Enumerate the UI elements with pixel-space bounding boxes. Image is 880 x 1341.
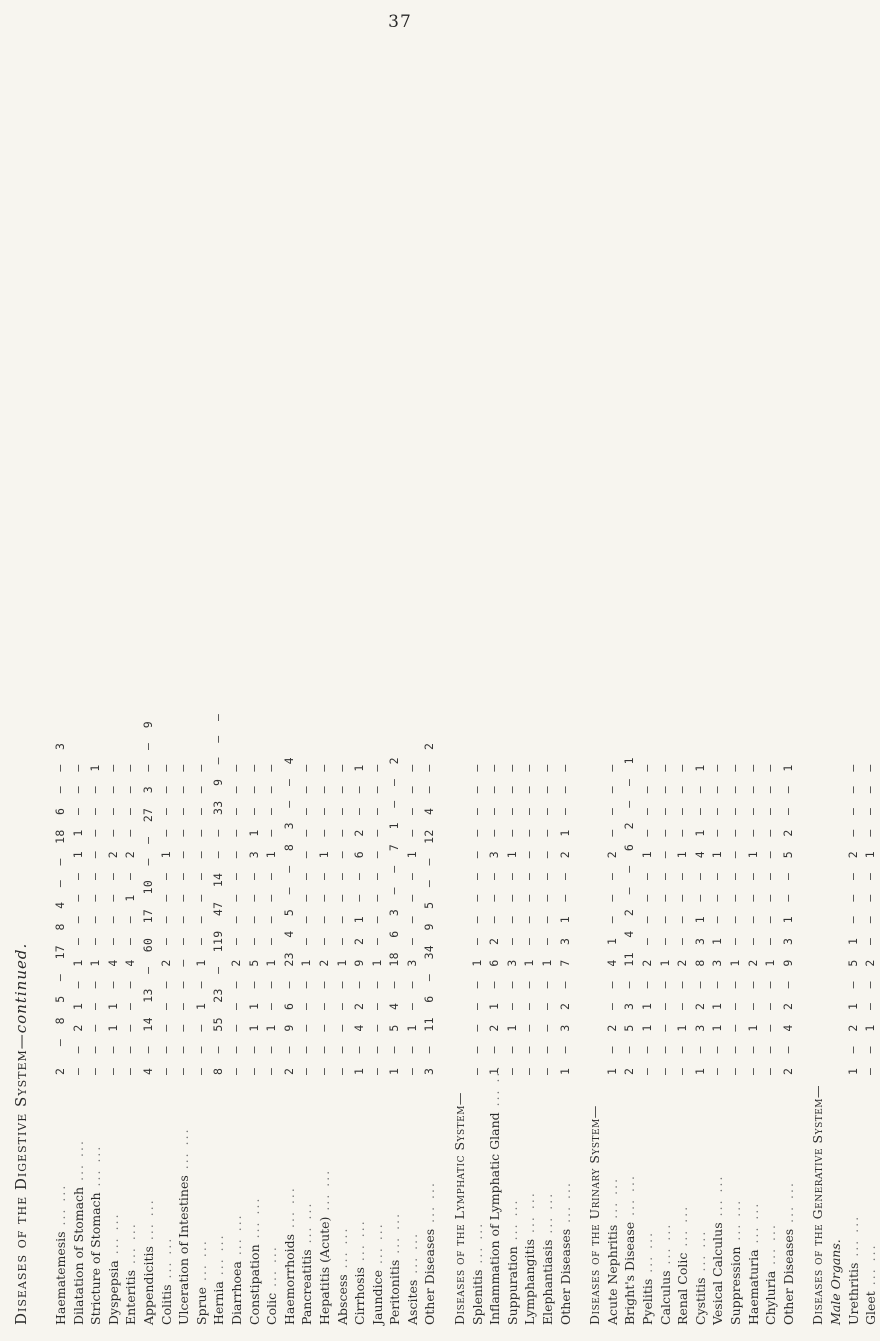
disease-name: Haematuria [745, 1249, 761, 1325]
table-row-values: — — — — — 1 — — — — — — — — — [763, 764, 778, 1075]
table-row-values: 1 — 3 2 — 7 3 1 — — 2 1 — — — [557, 764, 572, 1075]
leader-dots: ... ... [710, 1174, 726, 1223]
table-row-label [657, 1085, 675, 1325]
table-row-values: — — — — — 1 — — — — — — — — — [469, 764, 484, 1075]
table-row-label [862, 1085, 880, 1325]
table-row-label [210, 1085, 228, 1325]
disease-name: Inflammation of Lymphatic Gland [487, 1112, 503, 1325]
table-row-values: — — 1 — — 3 — — — — 1 — — — — [404, 764, 419, 1075]
section-heading: Diseases of the Lymphatic System— [452, 1092, 468, 1325]
disease-name: Ulceration of Intestines [176, 1175, 192, 1325]
table-row-values: — — 2 1 — 1 — — — — 1 1 — — — [70, 764, 85, 1075]
disease-name: Ascites [404, 1279, 420, 1325]
disease-name: Other Diseases [422, 1228, 438, 1325]
table-row-label [298, 1085, 316, 1325]
table-row-values: — — — — — 1 — — — — — — — — 1 [88, 764, 103, 1075]
leader-dots: ... ... [504, 1198, 520, 1247]
table-title-suffix: —continued. [12, 942, 30, 1050]
disease-name: Haemorrhoids [281, 1233, 297, 1325]
table-row-label [421, 1085, 439, 1325]
table-row-values: — — — — — 2 — — — — 1 — — — — [316, 764, 331, 1075]
section-spacer [574, 305, 586, 1075]
table-row-label [469, 1085, 487, 1325]
table-row-values: — — 1 — — 2 — — — — 1 — — — — [863, 764, 878, 1075]
leader-dots: ... ... [246, 1196, 262, 1245]
leader-dots: ... ... [422, 1181, 438, 1229]
table-row-values: 2 — 4 2 — 9 3 1 — — 5 2 — — 1 [780, 764, 795, 1075]
disease-name: Colic [264, 1292, 280, 1325]
section-heading-blank [451, 305, 469, 1075]
leader-dots: ... ... [487, 1064, 503, 1113]
table-row-values: — — 1 1 — 3 1 — — — 1 — — — — [710, 764, 725, 1075]
row-values-column [52, 305, 880, 1075]
table-row-values: 1 — 2 — — 4 1 — — — 2 — — — — [604, 764, 619, 1075]
disease-name: Suppression [727, 1246, 743, 1325]
table-row-label [557, 1085, 575, 1325]
disease-name: Diarrhoea [228, 1261, 244, 1325]
disease-name: Hernia [211, 1281, 227, 1325]
section-spacer [439, 1085, 451, 1325]
disease-name: Splenitis [469, 1269, 485, 1325]
table-row-label [386, 1085, 404, 1325]
table-row-values: — — 1 1 — 2 — — — — 1 — — — — [640, 764, 654, 1075]
table-row-values: — — 1 — — 2 — — — — 1 — — — — [675, 764, 690, 1075]
leader-dots: ... ... [140, 1198, 156, 1247]
leader-dots: ... ... [780, 1181, 796, 1229]
table-row-label [404, 1085, 422, 1325]
leader-dots: ... ... [387, 1211, 403, 1260]
table-row-values: — — — — — 1 — — — — — — — — — [522, 764, 537, 1075]
leader-dots: ... ... [522, 1191, 538, 1239]
table-row-label [621, 1085, 639, 1325]
table-row-label [158, 1085, 176, 1325]
leader-dots: ... ... [863, 1243, 879, 1292]
table-row-values: 1 — 2 1 — 6 2 — — — 3 — — — — [487, 764, 502, 1075]
table-row-label [246, 1085, 264, 1325]
leader-dots: ... ... [692, 1229, 708, 1278]
table-row-label [780, 1085, 798, 1325]
disease-name: Elephantiasis [540, 1239, 556, 1325]
table-row-label [175, 1085, 193, 1325]
leader-dots: ... ... [352, 1219, 368, 1268]
disease-name: Chyluria [763, 1270, 779, 1325]
table-row-values: — — — — — 1 — — — — — — — — — [299, 764, 314, 1075]
table-row-values: — — 1 1 — 4 — — — — 2 — — — — [105, 764, 120, 1075]
disease-name: Enteritis [123, 1269, 139, 1325]
leader-dots: ... ... [70, 1139, 86, 1187]
leader-dots: ... ... [334, 1226, 350, 1275]
table-row-values: — — 1 1 — 5 — — — — 3 1 — — — [246, 764, 261, 1075]
disease-name: Bright's Disease [622, 1221, 638, 1325]
table-row-values: 3 — 11 6 — 34 9 5 — — 12 4 — — 2 [422, 742, 437, 1075]
disease-name: Calculus [657, 1270, 673, 1325]
table-row-label [845, 1085, 863, 1325]
disease-name: Appendicitis [140, 1246, 156, 1325]
table-row-values: — — 1 — — 3 — — — — 1 — — — — [504, 764, 519, 1075]
table-row-label [351, 1085, 369, 1325]
disease-name: Dyspepsia [105, 1260, 121, 1325]
table-row-values: 1 — 5 4 — 18 6 3 — — 7 1 — — 2 [387, 757, 402, 1075]
table-row-label [263, 1085, 281, 1325]
table-row-values: — — — — — 1 — — — — — — — — — [540, 764, 555, 1075]
disease-name: Cirrhosis [352, 1267, 368, 1325]
disease-name: Pyelitis [640, 1278, 655, 1325]
table-title [12, 943, 38, 1325]
disease-name: Urethritis [845, 1262, 861, 1325]
section-spacer [439, 305, 451, 1075]
page-number: 37 [388, 12, 412, 32]
disease-name: Suppuration [504, 1246, 520, 1325]
disease-name: Cystitis [692, 1277, 708, 1325]
section-heading: Diseases of the Generative System— [810, 1084, 826, 1325]
leader-dots: ... ... [158, 1236, 174, 1285]
table-row-label [334, 1085, 352, 1325]
table-row-values: 4 — 14 13 — 60 17 10 — — 27 3 — — 9 [140, 721, 155, 1075]
disease-name: Other Diseases [557, 1228, 573, 1325]
disease-name: Vesical Calculus [710, 1222, 726, 1325]
leader-dots: ... ... [105, 1212, 121, 1261]
table-row-values: — — 1 — — 1 — — — — 1 — — — — [264, 764, 279, 1075]
rotated-table [12, 75, 879, 1325]
leader-dots: ... ... [369, 1222, 385, 1271]
table-row-label [762, 1085, 780, 1325]
leader-dots: ... ... [727, 1198, 743, 1247]
table-row-label [504, 1085, 522, 1325]
section-heading: Diseases of the Urinary System— [587, 1105, 603, 1325]
disease-name: Hepatitis (Acute) [316, 1216, 332, 1325]
disease-name: Dilatation of Stomach [70, 1186, 86, 1325]
disease-name: Constipation [246, 1244, 262, 1325]
leader-dots: ... ... [404, 1231, 420, 1280]
table-row-label [87, 1085, 105, 1325]
section-subheading-blank [827, 305, 845, 1075]
disease-name: Gleet [863, 1291, 879, 1325]
leader-dots: ... ... [675, 1204, 691, 1253]
leader-dots: ... ... [193, 1239, 209, 1287]
leader-dots: ... ... [845, 1214, 861, 1263]
disease-name: Other Diseases [780, 1228, 796, 1325]
leader-dots: ... ... [604, 1176, 620, 1225]
table-row-values: — — 1 — — 2 — — — — 1 — — — — [745, 764, 760, 1075]
table-title-text: Diseases of the Digestive System [12, 1049, 30, 1325]
table-row-values: 2 — 9 6 — 23 4 5 — — 8 3 — — 4 [281, 757, 296, 1075]
leader-dots: ... ... [88, 1144, 104, 1193]
table-row-values: 2 — 8 5 — 17 8 4 — — 18 6 — — 3 [53, 742, 67, 1075]
leader-dots: ... ... [469, 1221, 485, 1270]
disease-name: Jaundice [369, 1270, 385, 1325]
section-spacer [574, 1085, 586, 1325]
leader-dots: ... ... [745, 1201, 761, 1250]
table-row-label [140, 1085, 158, 1325]
table-row-values: — — — — — 1 — — — — — — — — — [369, 764, 384, 1075]
table-row-values: — — — — — 2 — — — — — — — — — [228, 764, 243, 1075]
leader-dots: ... ... [176, 1127, 192, 1176]
table-row-values: — — — — — 2 — — — — 1 — — — — [158, 764, 173, 1075]
table-row-label [70, 1085, 88, 1325]
disease-name: Stricture of Stomach [88, 1192, 104, 1325]
table-row-label [369, 1085, 387, 1325]
disease-name: Sprue [193, 1287, 209, 1325]
leader-dots: ... ... [657, 1222, 673, 1271]
leader-dots: ... ... [123, 1222, 139, 1270]
disease-name: Acute Nephritis [604, 1224, 620, 1325]
table-row-label [52, 1085, 70, 1325]
section-spacer [797, 305, 809, 1075]
leader-dots: ... ... [640, 1230, 655, 1279]
table-row-label [604, 1085, 622, 1325]
table-row-label [486, 1064, 504, 1325]
leader-dots: ... ... [299, 1201, 315, 1250]
table-row-label [521, 1085, 539, 1325]
leader-dots: ... ... [540, 1191, 556, 1240]
table-row-label [122, 1085, 140, 1325]
leader-dots: ... ... [211, 1233, 227, 1282]
table-row-label [539, 1085, 557, 1325]
table-row-values: 8 — 55 23 — 119 47 14 — — 33 9 — — — [211, 713, 226, 1075]
table-row-values: — — — — — 1 — — — — — — — — — [657, 764, 672, 1075]
disease-name: Pancreatitis [299, 1249, 315, 1325]
table-row-values: — — — — — 1 — — — — — — — — — [727, 764, 742, 1075]
row-labels-column [52, 1064, 880, 1325]
table-row-label [727, 1085, 745, 1325]
table-row-label [709, 1085, 727, 1325]
section-subheading: Male Organs. [827, 1239, 843, 1325]
disease-name: Haematemesis [53, 1231, 68, 1325]
disease-name: Colitis [158, 1284, 174, 1325]
table-row-values: — — — 1 — 1 — — — — — — — — — [193, 764, 208, 1075]
section-spacer [797, 1085, 809, 1325]
leader-dots: ... ... [264, 1245, 280, 1293]
leader-dots: ... ... [622, 1174, 638, 1222]
table-row-values: 2 — 5 3 — 11 4 2 — — 6 2 — — 1 [622, 757, 637, 1075]
leader-dots: ... ... [228, 1213, 244, 1262]
table-row-label [674, 1085, 692, 1325]
table-row-label [105, 1085, 123, 1325]
table-row-label [692, 1085, 710, 1325]
table-row-label [316, 1085, 334, 1325]
table-row-label [745, 1085, 763, 1325]
table-row-values: — — — — — 4 — — 1 — 2 — — — — [123, 764, 138, 1075]
table-row-label [228, 1085, 246, 1325]
disease-name: Abscess [334, 1274, 350, 1325]
leader-dots: ... ... [316, 1168, 332, 1217]
leader-dots: ... ... [557, 1181, 573, 1229]
table-row-values: 1 — 2 1 — 5 1 — — — 2 — — — — [845, 764, 860, 1075]
leader-dots: ... ... [53, 1183, 68, 1232]
section-heading-blank [809, 305, 827, 1075]
table-row-values: — — — — — 1 — — — — — — — — — [334, 764, 349, 1075]
leader-dots: ... ... [281, 1186, 297, 1234]
table-row-label [193, 1085, 211, 1325]
leader-dots: ... ... [763, 1223, 779, 1271]
table-row-values: — — — — — — — — — — — — — — — [176, 764, 191, 1075]
section-heading-blank [586, 305, 604, 1075]
table-row-label [281, 1085, 299, 1325]
table-row-values: 1 — 3 2 — 8 3 1 — — 4 1 — — 1 [692, 764, 707, 1075]
disease-name: Peritonitis [387, 1259, 403, 1325]
table-row-values: 1 — 4 2 — 9 2 1 — — 6 2 — — 1 [352, 764, 367, 1075]
table-row-label [639, 1085, 657, 1325]
disease-name: Lymphangitis [522, 1239, 538, 1325]
disease-name: Renal Colic [675, 1252, 691, 1325]
